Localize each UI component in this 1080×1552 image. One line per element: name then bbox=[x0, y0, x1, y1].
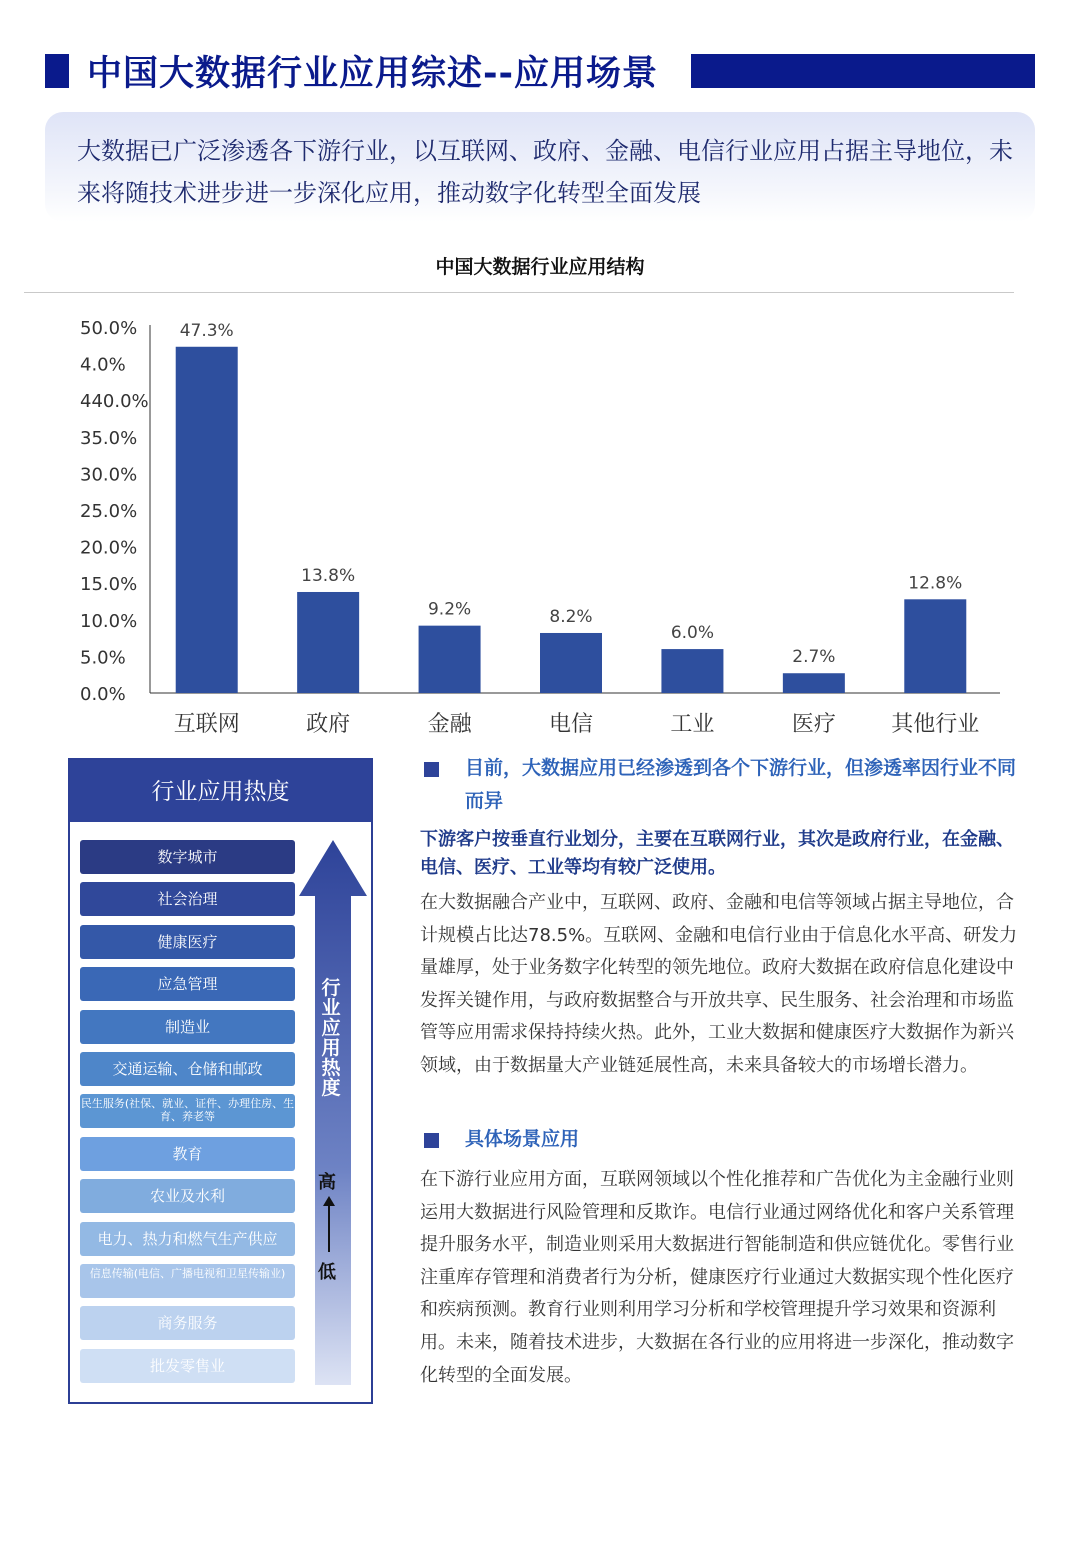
hilo-line bbox=[328, 1204, 330, 1252]
heat-panel bbox=[68, 758, 373, 1404]
arrow-label: 行业应用热度 bbox=[321, 977, 341, 1099]
heat-item: 批发零售业 bbox=[80, 1349, 295, 1383]
up-arrow-icon bbox=[299, 840, 367, 1385]
y-tick-label: 35.0% bbox=[80, 427, 138, 449]
y-tick-label: 30.0% bbox=[80, 464, 138, 486]
bar bbox=[540, 633, 602, 693]
y-tick-label: 10.0% bbox=[80, 610, 138, 632]
summary-bold-paragraph: 下游客户按垂直行业划分，主要在互联网行业，其次是政府行业，在金融、电信、医疗、工业等均有较广泛使用。 bbox=[420, 829, 1014, 878]
y-tick-label: 0.0% bbox=[80, 684, 126, 705]
heat-item: 健康医疗 bbox=[80, 925, 295, 959]
heat-item: 社会治理 bbox=[80, 882, 295, 916]
x-tick-label: 其他行业 bbox=[891, 712, 980, 737]
bar bbox=[783, 673, 845, 693]
heat-item: 制造业 bbox=[80, 1010, 295, 1044]
y-tick-label: 25.0% bbox=[80, 501, 138, 522]
heat-item: 农业及水利 bbox=[80, 1179, 295, 1213]
heat-item: 数字城市 bbox=[80, 840, 295, 874]
chart-title: 中国大数据行业应用结构 bbox=[435, 256, 645, 278]
page-header bbox=[45, 50, 1035, 94]
y-tick-label: 440.0% bbox=[80, 391, 149, 413]
heat-panel-title: 行业应用热度 bbox=[70, 760, 371, 822]
chart-divider bbox=[24, 292, 1014, 293]
high-label: 高 bbox=[318, 1172, 336, 1193]
summary-box bbox=[45, 112, 1035, 222]
data-label: 13.8% bbox=[301, 565, 356, 586]
data-label: 9.2% bbox=[427, 599, 472, 620]
data-label: 47.3% bbox=[179, 320, 234, 341]
data-label: 12.8% bbox=[908, 573, 963, 594]
section-heading-1: 目前，大数据应用已经渗透到各个下游行业，但渗透率因行业不同而异 bbox=[465, 757, 1017, 812]
y-tick-label: 20.0% bbox=[80, 537, 138, 559]
data-label: 2.7% bbox=[792, 647, 836, 668]
heat-item: 信息传输(电信、广播电视和卫星传输业) bbox=[80, 1264, 295, 1298]
heat-item: 电力、热力和燃气生产供应 bbox=[80, 1222, 295, 1256]
heat-item: 商务服务 bbox=[80, 1306, 295, 1340]
summary-text: 大数据已广泛渗透各下游行业，以互联网、政府、金融、电信行业应用占据主导地位，未来将随技术进步进一步深化应用，推动数字化转型全面发展 bbox=[77, 137, 1013, 207]
data-label: 6.0% bbox=[670, 623, 715, 644]
heat-item: 教育 bbox=[80, 1137, 295, 1171]
bar bbox=[176, 347, 238, 693]
low-label: 低 bbox=[318, 1262, 336, 1283]
data-label: 8.2% bbox=[549, 606, 593, 627]
bar bbox=[297, 592, 359, 693]
title-rule bbox=[691, 54, 1035, 88]
x-tick-label: 工业 bbox=[670, 712, 715, 737]
page-title: 中国大数据行业应用综述--应用场景 bbox=[87, 54, 659, 94]
y-tick-label: 5.0% bbox=[80, 647, 126, 669]
bar bbox=[904, 599, 966, 693]
bar bbox=[661, 649, 723, 693]
body-paragraph-2: 在下游行业应用方面，互联网领域以个性化推荐和广告优化为主金融行业则运用大数据进行风险管理和反欺诈。电信行业通过网络优化和客户关系管理提升服务水平，制造业则采用大数据进行智能制造和供应链优化。零售行业注重库存管理和消费者行为分析，健康医疗行业通过大数据实现个性化医疗和疾病预测。教育行业则利用学习分析和学校管理提升学习效果和资源利用。未来，随着技术进步，大数据在各行业的应用将进一步深化，推动数字化转型的全面发展。 bbox=[420, 1169, 1014, 1386]
x-tick-label: 政府 bbox=[306, 712, 351, 737]
x-tick-label: 电信 bbox=[548, 712, 594, 737]
title-marker bbox=[45, 54, 69, 88]
y-tick-label: 50.0% bbox=[80, 318, 138, 339]
x-tick-label: 医疗 bbox=[791, 712, 836, 737]
y-tick-label: 4.0% bbox=[80, 354, 126, 376]
heat-item: 交通运输、仓储和邮政 bbox=[80, 1052, 295, 1086]
x-tick-label: 互联网 bbox=[173, 712, 240, 737]
bar-chart bbox=[0, 300, 1040, 750]
heat-item: 民生服务(社保、就业、证件、办理住房、生育、养老等 bbox=[80, 1094, 295, 1128]
y-tick-label: 15.0% bbox=[80, 574, 138, 596]
heat-item: 应急管理 bbox=[80, 967, 295, 1001]
section-heading-2: 具体场景应用 bbox=[465, 1128, 580, 1150]
bar bbox=[419, 626, 481, 693]
body-paragraph-1: 在大数据融合产业中，互联网、政府、金融和电信等领域占据主导地位，合计规模占比达78.5%。互联网、金融和电信行业由于信息化水平高、研发力量雄厚，处于业务数字化转型的领先地位。政府大数据在政府信息化建设中发挥关键作用，与政府数据整合与开放共享、民生服务、社会治理和市场监管等应用需求保持持续火热。此外，工业大数据和健康医疗大数据作为新兴领域，由于数据量大产业链延展性高，未来具备较大的市场增长潜力。 bbox=[420, 892, 1018, 1076]
x-tick-label: 金融 bbox=[427, 712, 472, 737]
